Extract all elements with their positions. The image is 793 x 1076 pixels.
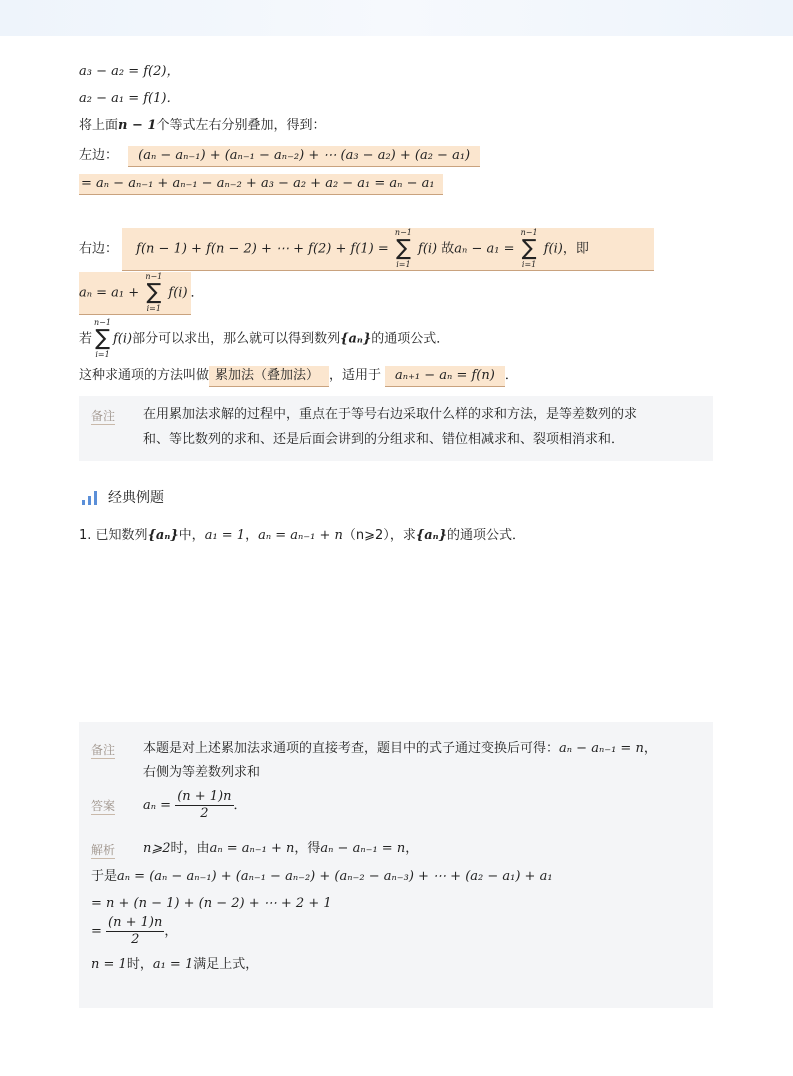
math: {aₙ} <box>340 331 372 347</box>
method-name: 累加法（叠加法） <box>209 366 329 387</box>
text: 这种求通项的方法叫做 <box>79 368 210 383</box>
fraction: $\frac{(n + 1)n}{2}$ <box>177 789 232 821</box>
right-expression <box>122 228 654 271</box>
sum-symbol: n−1 ∑ i=1 <box>394 228 412 269</box>
note-tag: 备注 <box>91 743 116 757</box>
text: 将上面 <box>79 118 119 133</box>
left-expression-2: = aₙ − aₙ₋₁ + aₙ₋₁ − aₙ₋₂ + a₃ − a₂ + a₂ − a₁ = aₙ − a₁ <box>79 174 443 195</box>
answer-tag: 答案 <box>91 799 116 813</box>
math: f(i) <box>168 285 188 301</box>
text: 的通项公式． <box>371 331 450 347</box>
analysis-tag: 解析 <box>91 843 116 857</box>
section-title: 经典例题 <box>108 490 164 506</box>
math: n − 1 <box>118 118 157 133</box>
text: 部分可以求出，那么就可以得到数列 <box>132 331 341 347</box>
text: ． <box>504 368 518 383</box>
note-tag: 备注 <box>91 409 116 423</box>
analysis-line: 于是aₙ = (aₙ − aₙ₋₁) + (aₙ₋₁ − aₙ₋₂) + (aₙ₋₂ − aₙ₋₃) + ⋯ + (a₂ − a₁) + a₁ <box>91 869 553 884</box>
left-side-line-2 <box>79 174 443 195</box>
right-label: 右边： <box>79 241 119 257</box>
note-text: 右侧为等差数列求和 <box>143 765 261 780</box>
problem-line <box>79 526 525 546</box>
text: （n⩾2） <box>342 528 390 543</box>
text: 个等式左右分别叠加，得到： <box>156 118 326 133</box>
analysis-line: n = 1时，a₁ = 1满足上式， <box>91 957 259 972</box>
text: 已知数列 <box>95 528 148 543</box>
left-label: 左边： <box>79 148 119 163</box>
problem-number: 1. <box>79 528 92 543</box>
analysis-line: = $\frac{(n + 1)n}{2}$ ， <box>91 915 178 947</box>
math: aₙ − a₁ = <box>454 241 515 257</box>
text: ． <box>190 285 204 301</box>
text: ，适用于 <box>329 368 382 383</box>
math: aₙ = a₁ + <box>79 285 140 301</box>
fraction: $\frac{(n + 1)n}{2}$ <box>108 915 163 947</box>
note-box <box>79 396 713 461</box>
sum-symbol: n−1 ∑ i=1 <box>520 228 538 269</box>
text: ， <box>245 528 259 543</box>
math: aₙ = aₙ₋₁ + n <box>258 528 343 543</box>
left-expression: (aₙ − aₙ₋₁) + (aₙ₋₁ − aₙ₋₂) + ⋯ (a₃ − a₂) + (a₂ − a₁) <box>128 146 480 167</box>
sum-symbol: n−1 ∑ i=1 <box>94 318 111 359</box>
text: 的通项公式． <box>446 528 525 543</box>
an-formula-line <box>79 272 204 315</box>
equation-line: a₃ − a₂ = f(2)， <box>79 64 180 79</box>
text: ，即 <box>562 241 589 257</box>
text: 中， <box>178 528 205 543</box>
note-text: 在用累加法求解的过程中，重点在于等号右边采取什么样的求和方法，是等差数列的求 <box>143 407 638 422</box>
answer-text: aₙ = $\frac{(n + 1)n}{2}$ ． <box>143 789 247 821</box>
math: {aₙ} <box>147 528 179 543</box>
sum-symbol: n−1 ∑ i=1 <box>145 272 163 313</box>
math: f(i) <box>418 241 438 257</box>
math: f(n − 1) + f(n − 2) + ⋯ + f(2) + f(1) = <box>136 241 389 257</box>
solution-box <box>79 722 713 1008</box>
right-side-line <box>79 228 654 271</box>
if-line <box>79 318 449 360</box>
text: 若 <box>79 331 93 347</box>
math: a₁ = 1 <box>204 528 246 543</box>
method-line <box>79 366 518 387</box>
note-text: 本题是对上述累加法求通项的直接考查，题目中的式子通过变换后可得：aₙ − aₙ₋₁ = n， <box>143 741 657 756</box>
math: f(i) <box>112 331 133 347</box>
text: ，求 <box>389 528 416 543</box>
method-formula: aₙ₊₁ − aₙ = f(n) <box>385 366 505 387</box>
bar-chart-icon <box>82 491 98 505</box>
an-formula <box>79 272 191 315</box>
text: 故 <box>441 241 455 257</box>
text-line <box>79 116 325 136</box>
math: {aₙ} <box>415 528 447 543</box>
math: f(i) <box>543 241 563 257</box>
equation-line: a₂ − a₁ = f(1)． <box>79 91 180 106</box>
analysis-line: n⩾2时，由aₙ = aₙ₋₁ + n，得aₙ − aₙ₋₁ = n， <box>143 841 419 856</box>
top-banner <box>0 0 793 36</box>
analysis-line: = n + (n − 1) + (n − 2) + ⋯ + 2 + 1 <box>91 896 332 911</box>
note-text: 和、等比数列的求和、还是后面会讲到的分组求和、错位相减求和、裂项相消求和． <box>143 432 625 447</box>
left-side-line <box>79 146 480 167</box>
